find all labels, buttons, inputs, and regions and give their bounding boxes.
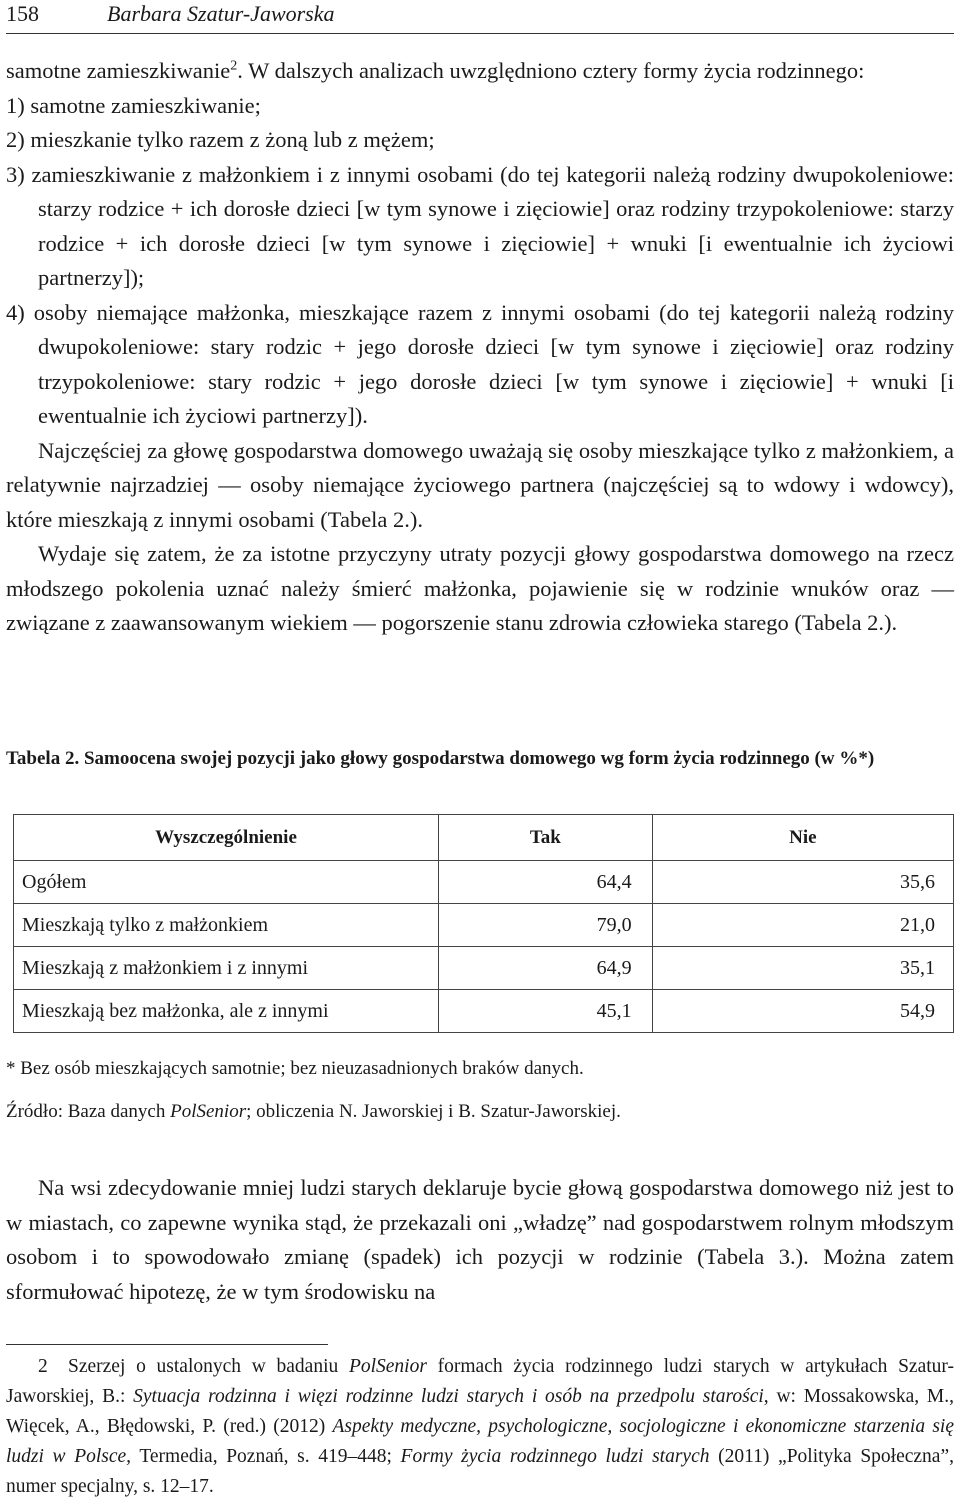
paragraph-4: Na wsi zdecydowanie mniej ludzi starych deklaruje bycie głową gospodarstwa domowego niż jest to w miastach, co zapewne wynika stąd, że przekazali oni „władzę” nad gospodarstwem rolnym młodszym osobom i to spowodowało zmianę (spadek) ich pozycji w rodzinie (Tabela 3.). Można zatem sformułować hipotezę, że w tym środowisku na	[6, 1175, 954, 1304]
footnote-italic: Formy życia rodzinnego ludzi starych	[400, 1446, 710, 1467]
list-item-2: 2) mieszkanie tylko razem z żoną lub z mężem;	[6, 127, 435, 152]
page-header	[6, 0, 954, 34]
footnote-text: Szerzej o ustalonych w badaniu	[68, 1356, 349, 1377]
footnote-text: (2011) „Polityka Społeczna”, numer specjalny, s. 12–17.	[6, 1446, 954, 1497]
row-tak: 64,9	[439, 947, 653, 990]
table-header-nie: Nie	[652, 815, 953, 861]
table-row	[14, 990, 954, 1033]
row-nie: 54,9	[652, 990, 953, 1033]
list-item-4: 4) osoby niemające małżonka, mieszkające razem z innymi osobami (do tej kategorii należą rodziny dwupokoleniowe: stary rodzic + jego dorosłe dzieci [w tym synowe i zięciowie] oraz rodziny trzypokoleniowe: stary rodzic + jego dorosłe dzieci [w tym synowe i zięciowie] + wnuki [i ewentualnie ich życiowi partnerzy]).	[6, 299, 954, 428]
paragraph-1	[6, 54, 954, 89]
footnote-text: Termedia, Poznań, s. 419–448;	[131, 1446, 401, 1467]
row-label: Mieszkają tylko z małżonkiem	[14, 904, 439, 947]
source-text-a: Źródło: Baza danych	[6, 1101, 171, 1122]
paragraph-3: Wydaje się zatem, że za istotne przyczyny utraty pozycji głowy gospodarstwa domowego na rzecz młodszego pokolenia uznać należy śmierć małżonka, pojawienie się w rodzinie wnuków oraz — związane z zaawansowanym wiekiem — pogorszenie stanu zdrowia człowieka starego (Tabela 2.).	[6, 541, 954, 635]
table-note: * Bez osób mieszkających samotnie; bez nieuzasadnionych braków danych.	[6, 1058, 584, 1079]
row-nie: 35,1	[652, 947, 953, 990]
row-label: Mieszkają z małżonkiem i z innymi	[14, 947, 439, 990]
footnote-rule	[6, 1344, 328, 1345]
table-header-row	[14, 815, 954, 861]
data-table	[13, 814, 954, 1033]
row-nie: 21,0	[652, 904, 953, 947]
row-label: Ogółem	[14, 861, 439, 904]
table-row	[14, 947, 954, 990]
row-tak: 79,0	[439, 904, 653, 947]
paragraph-1-text-b: . W dalszych analizach uwzględniono cztery formy życia rodzinnego:	[237, 58, 865, 83]
row-tak: 45,1	[439, 990, 653, 1033]
source-text-b: ; obliczenia N. Jaworskiej i B. Szatur-Jaworskiej.	[246, 1101, 621, 1122]
row-tak: 64,4	[439, 861, 653, 904]
source-text-italic: PolSenior	[170, 1101, 247, 1122]
table-header-label: Wyszczególnienie	[14, 815, 439, 861]
table-row	[14, 904, 954, 947]
paragraph-1-text-a: samotne zamieszkiwanie	[6, 58, 231, 83]
footnote-2	[6, 1352, 954, 1502]
page-number: 158	[6, 1, 39, 26]
footnote-mark: 2	[38, 1356, 48, 1377]
row-label: Mieszkają bez małżonka, ale z innymi	[14, 990, 439, 1033]
row-nie: 35,6	[652, 861, 953, 904]
footnote-ref-2[interactable]: 2	[230, 58, 238, 74]
body-text-bottom	[6, 1171, 954, 1309]
table-row	[14, 861, 954, 904]
paragraph-2: Najczęściej za głowę gospodarstwa domowego uważają się osoby mieszkające tylko z małżonkiem, a relatywnie najrzadziej — osoby niemające życiowego partnera (najczęściej są to wdowy i wdowcy), które mieszkają z innymi osobami (Tabela 2.).	[6, 437, 954, 532]
body-text-top	[6, 54, 954, 641]
footnote-italic: Aspekty medyczne, psychologiczne, socjologiczne i ekonomiczne starzenia się ludzi w Polsce,	[6, 1416, 954, 1467]
footnote-text: , w: Mossakowska, M., Więcek, A., Błędowski, P. (red.) (2012)	[6, 1386, 954, 1437]
list-item-1: 1) samotne zamieszkiwanie;	[6, 92, 261, 118]
table-header-tak: Tak	[439, 815, 653, 861]
running-head: Barbara Szatur-Jaworska	[107, 1, 335, 26]
footnote-italic: Sytuacja rodzinna i więzi rodzinne ludzi starych i osób na przedpolu starości	[133, 1386, 764, 1407]
table-caption-text: Samoocena swojej pozycji jako głowy gospodarstwa domowego wg form życia rodzinnego (w %*)	[83, 748, 875, 769]
footnote-text: formach życia rodzinnego ludzi starych w artykułach Szatur-Jaworskiej, B.:	[6, 1356, 955, 1407]
footnote-italic: PolSenior	[348, 1356, 427, 1377]
table-caption	[6, 744, 954, 774]
table-source	[6, 1099, 621, 1125]
list-item-3: 3) zamieszkiwanie z małżonkiem i z innymi osobami (do tej kategorii należą rodziny dwupokoleniowe: starzy rodzice + ich dorosłe dzieci [w tym synowe i zięciowie] oraz rodziny trzypokoleniowe: starzy rodzice + ich dorosłe dzieci [w tym synowe i zięciowie] + wnuki [i ewentualnie ich życiowi partnerzy]);	[6, 161, 954, 290]
table-caption-label: Tabela 2.	[6, 748, 80, 769]
